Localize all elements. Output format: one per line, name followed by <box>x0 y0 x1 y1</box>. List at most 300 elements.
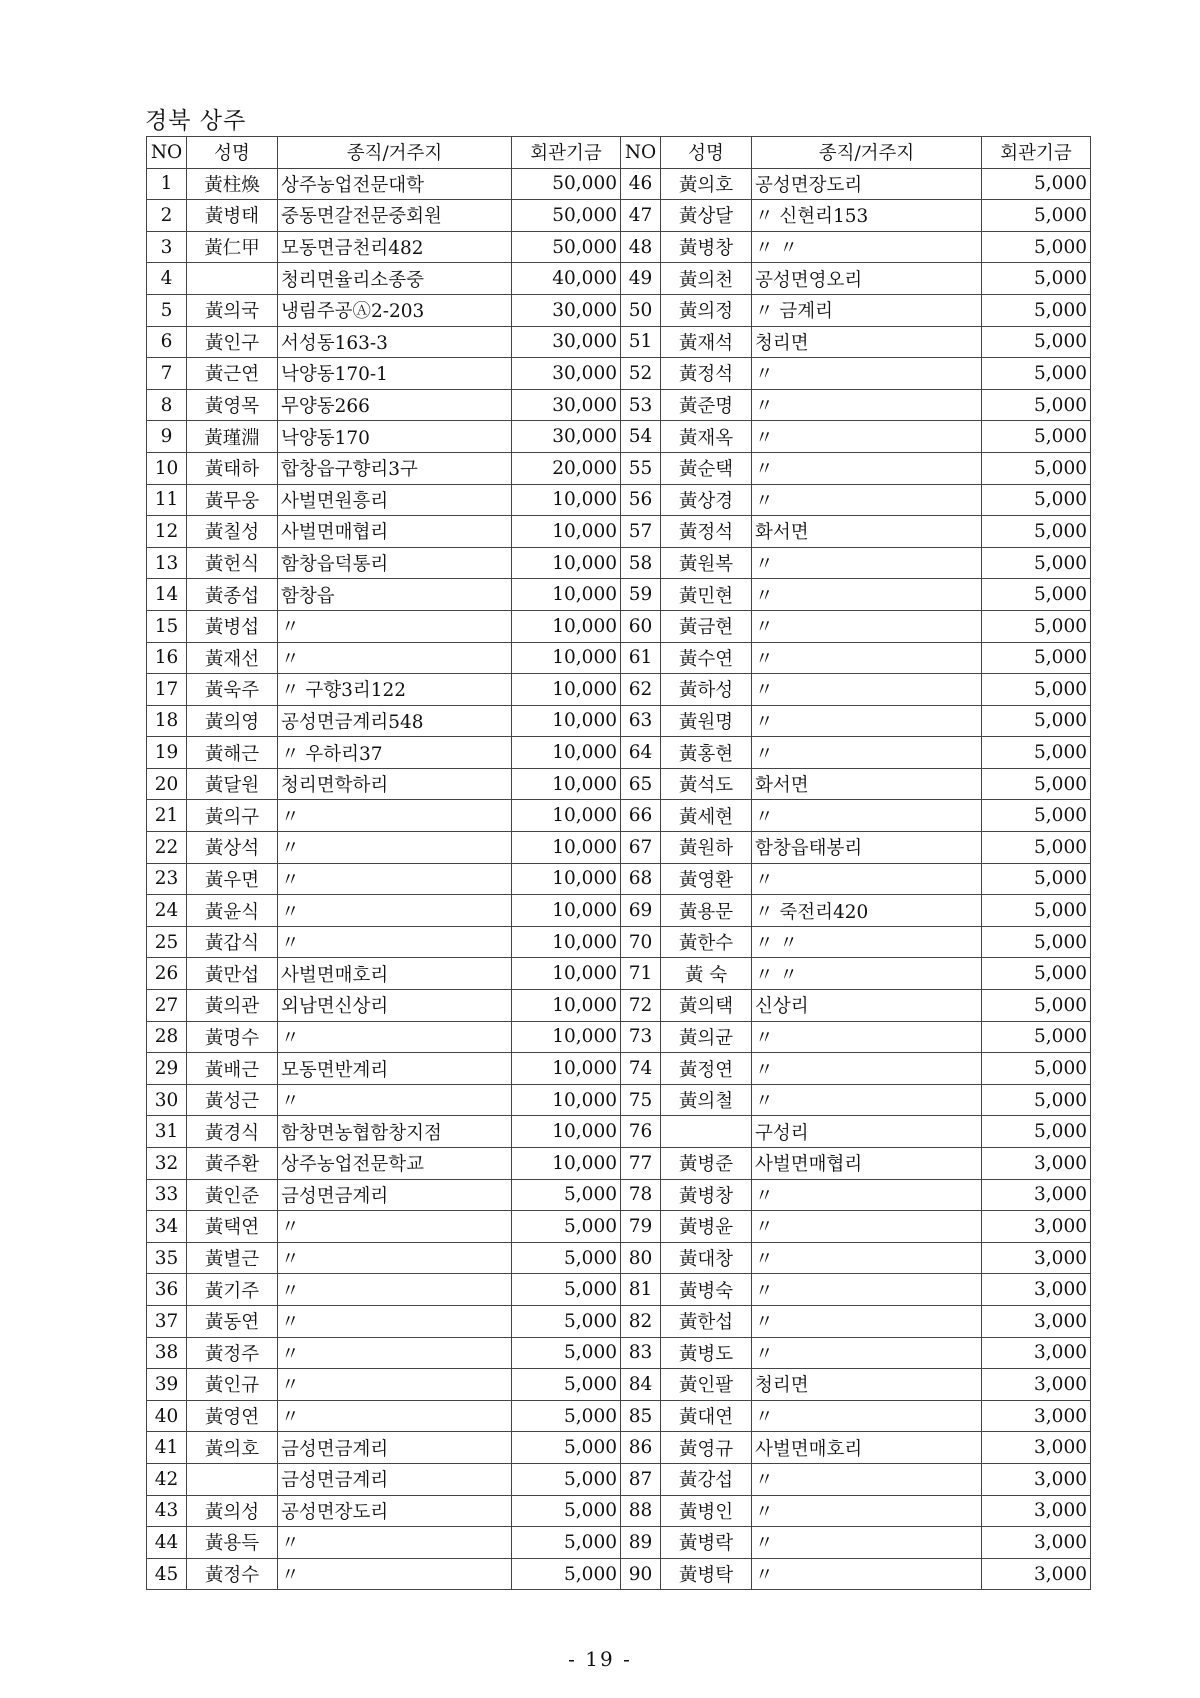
donation-amount: 5,000 <box>982 326 1091 358</box>
entry-number: 4 <box>147 263 187 295</box>
donor-address: 〃 <box>752 1179 982 1211</box>
donation-amount: 10,000 <box>512 1084 621 1116</box>
donation-amount: 3,000 <box>982 1527 1091 1559</box>
entry-number: 76 <box>621 1116 661 1148</box>
donor-address: 〃 <box>752 579 982 611</box>
donation-amount: 50,000 <box>512 231 621 263</box>
entry-number: 28 <box>147 1021 187 1053</box>
donor-address: 〃 <box>752 737 982 769</box>
donation-amount: 3,000 <box>982 1242 1091 1274</box>
donor-address: 〃 <box>278 1084 512 1116</box>
table-row <box>147 1274 1091 1306</box>
donor-name: 黃병락 <box>661 1527 752 1559</box>
donor-name: 黃원명 <box>661 705 752 737</box>
donation-amount: 20,000 <box>512 452 621 484</box>
donation-amount: 50,000 <box>512 168 621 200</box>
donor-name: 黃仁甲 <box>187 231 278 263</box>
donor-name: 黃상경 <box>661 484 752 516</box>
donor-name: 黃정석 <box>661 516 752 548</box>
entry-number: 48 <box>621 231 661 263</box>
donor-address: 〃 <box>752 1242 982 1274</box>
donor-address: 〃 <box>278 1558 512 1590</box>
page-number: - 19 - <box>568 1647 632 1671</box>
donor-name: 黃재옥 <box>661 421 752 453</box>
entry-number: 69 <box>621 895 661 927</box>
donor-name: 黃석도 <box>661 768 752 800</box>
header-address: 종직/거주지 <box>752 137 982 169</box>
donor-name: 黃재선 <box>187 642 278 674</box>
entry-number: 53 <box>621 389 661 421</box>
donor-name: 黃영연 <box>187 1400 278 1432</box>
donor-address: 금성면금계리 <box>278 1179 512 1211</box>
donation-amount: 5,000 <box>982 990 1091 1022</box>
donation-amount: 10,000 <box>512 832 621 864</box>
entry-number: 80 <box>621 1242 661 1274</box>
entry-number: 17 <box>147 674 187 706</box>
table-row <box>147 863 1091 895</box>
page-title: 경북 상주 <box>145 108 247 134</box>
entry-number: 27 <box>147 990 187 1022</box>
donor-address: 〃 〃 <box>752 958 982 990</box>
header-name: 성명 <box>661 137 752 169</box>
donation-amount: 5,000 <box>512 1527 621 1559</box>
donor-name: 黃욱주 <box>187 674 278 706</box>
donation-amount: 5,000 <box>512 1432 621 1464</box>
table-row <box>147 452 1091 484</box>
donor-name: 黃순택 <box>661 452 752 484</box>
donor-name: 黃홍현 <box>661 737 752 769</box>
donor-name: 黃의관 <box>187 990 278 1022</box>
donor-address: 〃 〃 <box>752 231 982 263</box>
entry-number: 72 <box>621 990 661 1022</box>
donation-amount: 30,000 <box>512 326 621 358</box>
donation-amount: 30,000 <box>512 389 621 421</box>
table-row <box>147 990 1091 1022</box>
donation-amount: 10,000 <box>512 1148 621 1180</box>
donation-amount: 5,000 <box>982 642 1091 674</box>
donation-amount: 3,000 <box>982 1463 1091 1495</box>
donor-name: 黃병탁 <box>661 1558 752 1590</box>
entry-number: 47 <box>621 200 661 232</box>
donor-address: 〃 <box>278 1369 512 1401</box>
table-row <box>147 294 1091 326</box>
header-address: 종직/거주지 <box>278 137 512 169</box>
donor-name: 黃하성 <box>661 674 752 706</box>
entry-number: 23 <box>147 863 187 895</box>
donation-amount: 5,000 <box>982 358 1091 390</box>
donor-name: 黃의호 <box>661 168 752 200</box>
entry-number: 82 <box>621 1305 661 1337</box>
entry-number: 74 <box>621 1053 661 1085</box>
entry-number: 2 <box>147 200 187 232</box>
donor-address: 〃 <box>752 705 982 737</box>
entry-number: 9 <box>147 421 187 453</box>
entry-number: 86 <box>621 1432 661 1464</box>
donor-address: 상주농업전문대학 <box>278 168 512 200</box>
table-row <box>147 642 1091 674</box>
donation-amount: 5,000 <box>512 1274 621 1306</box>
entry-number: 50 <box>621 294 661 326</box>
donation-amount: 5,000 <box>982 294 1091 326</box>
entry-number: 56 <box>621 484 661 516</box>
donor-address: 〃 <box>752 1274 982 1306</box>
table-row <box>147 610 1091 642</box>
entry-number: 46 <box>621 168 661 200</box>
table-row <box>147 958 1091 990</box>
donation-amount: 5,000 <box>982 674 1091 706</box>
donor-address: 〃 <box>278 1242 512 1274</box>
donor-name: 黃만섭 <box>187 958 278 990</box>
donation-amount: 5,000 <box>982 737 1091 769</box>
table-row <box>147 1527 1091 1559</box>
entry-number: 10 <box>147 452 187 484</box>
donor-name: 黃경식 <box>187 1116 278 1148</box>
donor-name: 黃정주 <box>187 1337 278 1369</box>
donor-address: 공성면영오리 <box>752 263 982 295</box>
donation-amount: 5,000 <box>982 421 1091 453</box>
donor-address: 청리면 <box>752 326 982 358</box>
entry-number: 87 <box>621 1463 661 1495</box>
donor-name: 黃상석 <box>187 832 278 864</box>
entry-number: 83 <box>621 1337 661 1369</box>
table-row <box>147 484 1091 516</box>
donor-name: 黃해근 <box>187 737 278 769</box>
entry-number: 49 <box>621 263 661 295</box>
entry-number: 33 <box>147 1179 187 1211</box>
donation-amount: 3,000 <box>982 1400 1091 1432</box>
donation-amount: 3,000 <box>982 1211 1091 1243</box>
entry-number: 24 <box>147 895 187 927</box>
donor-name <box>187 263 278 295</box>
entry-number: 62 <box>621 674 661 706</box>
donor-address: 〃 <box>752 1084 982 1116</box>
table-row <box>147 326 1091 358</box>
donation-amount: 5,000 <box>982 705 1091 737</box>
donor-name: 黃용득 <box>187 1527 278 1559</box>
donor-name: 黃상달 <box>661 200 752 232</box>
donor-name: 黃주환 <box>187 1148 278 1180</box>
table-row <box>147 1369 1091 1401</box>
donor-address: 사벌면매호리 <box>278 958 512 990</box>
entry-number: 90 <box>621 1558 661 1590</box>
donor-name: 黃갑식 <box>187 926 278 958</box>
entry-number: 12 <box>147 516 187 548</box>
donation-amount: 10,000 <box>512 674 621 706</box>
table-row <box>147 1242 1091 1274</box>
donation-amount: 50,000 <box>512 200 621 232</box>
donation-amount: 5,000 <box>512 1495 621 1527</box>
donation-amount: 5,000 <box>512 1369 621 1401</box>
donation-amount: 5,000 <box>982 768 1091 800</box>
entry-number: 58 <box>621 547 661 579</box>
entry-number: 55 <box>621 452 661 484</box>
donor-name: 黃병창 <box>661 231 752 263</box>
entry-number: 65 <box>621 768 661 800</box>
donor-address: 〃 금계리 <box>752 294 982 326</box>
table-row <box>147 832 1091 864</box>
donor-name <box>187 1463 278 1495</box>
donation-amount: 5,000 <box>982 484 1091 516</box>
donation-amount: 3,000 <box>982 1369 1091 1401</box>
donor-address: 〃 <box>278 895 512 927</box>
entry-number: 54 <box>621 421 661 453</box>
donor-address: 사벌면매협리 <box>752 1148 982 1180</box>
donor-address: 합창읍구향리3구 <box>278 452 512 484</box>
donor-address: 함창면농협함창지점 <box>278 1116 512 1148</box>
donor-name: 黃칠성 <box>187 516 278 548</box>
donor-name: 黃병창 <box>661 1179 752 1211</box>
donor-name: 黃윤식 <box>187 895 278 927</box>
donor-address: 〃 <box>278 642 512 674</box>
donor-name: 黃병도 <box>661 1337 752 1369</box>
entry-number: 64 <box>621 737 661 769</box>
entry-number: 44 <box>147 1527 187 1559</box>
table-row <box>147 516 1091 548</box>
entry-number: 31 <box>147 1116 187 1148</box>
donor-name: 黃세현 <box>661 800 752 832</box>
entry-number: 43 <box>147 1495 187 1527</box>
donation-amount: 3,000 <box>982 1148 1091 1180</box>
entry-number: 8 <box>147 389 187 421</box>
donor-address: 〃 <box>752 610 982 642</box>
entry-number: 75 <box>621 1084 661 1116</box>
donor-name: 黃인팔 <box>661 1369 752 1401</box>
donor-address: 〃 <box>278 926 512 958</box>
entry-number: 19 <box>147 737 187 769</box>
donor-address: 구성리 <box>752 1116 982 1148</box>
donation-amount: 5,000 <box>982 958 1091 990</box>
table-row <box>147 1463 1091 1495</box>
entry-number: 81 <box>621 1274 661 1306</box>
entry-number: 89 <box>621 1527 661 1559</box>
donor-name: 黃의영 <box>187 705 278 737</box>
entry-number: 57 <box>621 516 661 548</box>
donor-name: 黃병준 <box>661 1148 752 1180</box>
table-row <box>147 389 1091 421</box>
entry-number: 52 <box>621 358 661 390</box>
donation-amount: 5,000 <box>982 263 1091 295</box>
donation-amount: 10,000 <box>512 1021 621 1053</box>
donation-amount: 5,000 <box>982 832 1091 864</box>
donation-amount: 10,000 <box>512 800 621 832</box>
entry-number: 3 <box>147 231 187 263</box>
donor-address: 〃 <box>752 484 982 516</box>
table-row <box>147 231 1091 263</box>
donor-name: 黃명수 <box>187 1021 278 1053</box>
donor-address: 〃 <box>752 358 982 390</box>
donation-amount: 5,000 <box>512 1211 621 1243</box>
header-fund: 회관기금 <box>512 137 621 169</box>
donation-amount: 3,000 <box>982 1558 1091 1590</box>
donor-name: 黃배근 <box>187 1053 278 1085</box>
donor-name: 黃민현 <box>661 579 752 611</box>
donation-amount: 30,000 <box>512 421 621 453</box>
donor-name: 黃 숙 <box>661 958 752 990</box>
donor-name: 黃강섭 <box>661 1463 752 1495</box>
table-row <box>147 705 1091 737</box>
entry-number: 39 <box>147 1369 187 1401</box>
entry-number: 25 <box>147 926 187 958</box>
donor-name: 黃근연 <box>187 358 278 390</box>
table-row <box>147 421 1091 453</box>
donor-address: 함창읍태봉리 <box>752 832 982 864</box>
table-row <box>147 1116 1091 1148</box>
donor-address: 〃 <box>752 1305 982 1337</box>
donor-name: 黃수연 <box>661 642 752 674</box>
donation-amount: 5,000 <box>982 1053 1091 1085</box>
donor-address: 〃 <box>752 674 982 706</box>
donor-name: 黃한수 <box>661 926 752 958</box>
donor-address: 신상리 <box>752 990 982 1022</box>
donation-amount: 3,000 <box>982 1274 1091 1306</box>
table-row <box>147 200 1091 232</box>
entry-number: 45 <box>147 1558 187 1590</box>
table-row <box>147 895 1091 927</box>
table-row <box>147 674 1091 706</box>
donor-name: 黃대창 <box>661 1242 752 1274</box>
entry-number: 37 <box>147 1305 187 1337</box>
donor-address: 화서면 <box>752 768 982 800</box>
donor-name: 黃의철 <box>661 1084 752 1116</box>
donor-address: 〃 <box>278 863 512 895</box>
donation-amount: 5,000 <box>512 1558 621 1590</box>
donor-name: 黃인규 <box>187 1369 278 1401</box>
table-row <box>147 263 1091 295</box>
entry-number: 63 <box>621 705 661 737</box>
donation-amount: 5,000 <box>982 579 1091 611</box>
table-row <box>147 800 1091 832</box>
donation-amount: 5,000 <box>512 1400 621 1432</box>
donor-address: 서성동163-3 <box>278 326 512 358</box>
donor-address: 〃 <box>278 1211 512 1243</box>
donor-name: 黃병인 <box>661 1495 752 1527</box>
entry-number: 66 <box>621 800 661 832</box>
donor-address: 냉림주공Ⓐ2-203 <box>278 294 512 326</box>
entry-number: 30 <box>147 1084 187 1116</box>
entry-number: 22 <box>147 832 187 864</box>
donor-address: 무양동266 <box>278 389 512 421</box>
donor-address: 〃 <box>752 1211 982 1243</box>
donor-name: 黃성근 <box>187 1084 278 1116</box>
table-row <box>147 579 1091 611</box>
donor-address: 〃 <box>752 452 982 484</box>
table-row <box>147 358 1091 390</box>
donor-address: 청리면율리소종중 <box>278 263 512 295</box>
donor-name: 黃우면 <box>187 863 278 895</box>
donation-amount: 5,000 <box>982 452 1091 484</box>
entry-number: 71 <box>621 958 661 990</box>
donor-name: 黃무웅 <box>187 484 278 516</box>
donor-name: 黃의구 <box>187 800 278 832</box>
donor-name: 黃柱煥 <box>187 168 278 200</box>
entry-number: 34 <box>147 1211 187 1243</box>
donor-name: 黃원하 <box>661 832 752 864</box>
donor-address: 공성면장도리 <box>278 1495 512 1527</box>
donor-address: 〃 <box>278 1274 512 1306</box>
donor-address: 사벌면원흥리 <box>278 484 512 516</box>
donor-address: 〃 <box>278 1527 512 1559</box>
entry-number: 70 <box>621 926 661 958</box>
donation-amount: 5,000 <box>982 547 1091 579</box>
donor-address: 〃 <box>752 547 982 579</box>
entry-number: 51 <box>621 326 661 358</box>
entry-number: 78 <box>621 1179 661 1211</box>
donor-address: 중동면갈전문중회원 <box>278 200 512 232</box>
donation-amount: 10,000 <box>512 1116 621 1148</box>
donor-address: 〃 구향3리122 <box>278 674 512 706</box>
entry-number: 21 <box>147 800 187 832</box>
donor-name: 黃병윤 <box>661 1211 752 1243</box>
donation-amount: 3,000 <box>982 1432 1091 1464</box>
donor-name: 黃의택 <box>661 990 752 1022</box>
donor-address: 〃 <box>278 1337 512 1369</box>
donation-amount: 10,000 <box>512 926 621 958</box>
donor-name: 黃瑾淵 <box>187 421 278 453</box>
donation-amount: 10,000 <box>512 547 621 579</box>
table-row <box>147 1053 1091 1085</box>
donation-amount: 3,000 <box>982 1495 1091 1527</box>
table-row <box>147 737 1091 769</box>
header-fund: 회관기금 <box>982 137 1091 169</box>
donation-amount: 5,000 <box>982 800 1091 832</box>
table-row <box>147 1211 1091 1243</box>
donor-address: 〃 <box>752 1337 982 1369</box>
donation-amount: 5,000 <box>982 389 1091 421</box>
entry-number: 85 <box>621 1400 661 1432</box>
entry-number: 16 <box>147 642 187 674</box>
donor-address: 낙양동170 <box>278 421 512 453</box>
donation-amount: 10,000 <box>512 484 621 516</box>
donor-name: 黃정석 <box>661 358 752 390</box>
donor-name: 黃동연 <box>187 1305 278 1337</box>
table-body <box>147 168 1091 1590</box>
entry-number: 77 <box>621 1148 661 1180</box>
donor-name: 黃병숙 <box>661 1274 752 1306</box>
entry-number: 38 <box>147 1337 187 1369</box>
donation-amount: 5,000 <box>512 1305 621 1337</box>
entry-number: 26 <box>147 958 187 990</box>
table-row <box>147 1179 1091 1211</box>
donor-name: 黃종섭 <box>187 579 278 611</box>
entry-number: 68 <box>621 863 661 895</box>
table-row <box>147 1148 1091 1180</box>
table-row <box>147 926 1091 958</box>
entry-number: 40 <box>147 1400 187 1432</box>
donor-name: 黃원복 <box>661 547 752 579</box>
entry-number: 18 <box>147 705 187 737</box>
donor-name: 黃인준 <box>187 1179 278 1211</box>
donation-amount: 10,000 <box>512 768 621 800</box>
donor-address: 금성면금계리 <box>278 1463 512 1495</box>
donation-amount: 5,000 <box>982 1116 1091 1148</box>
donor-name: 黃인구 <box>187 326 278 358</box>
donation-amount: 3,000 <box>982 1337 1091 1369</box>
donor-name: 黃준명 <box>661 389 752 421</box>
donation-amount: 5,000 <box>512 1179 621 1211</box>
donation-amount: 10,000 <box>512 642 621 674</box>
table-header-row <box>147 137 1091 169</box>
donor-address: 청리면학하리 <box>278 768 512 800</box>
donor-name: 黃영환 <box>661 863 752 895</box>
donor-address: 〃 <box>752 1053 982 1085</box>
donor-address: 〃 <box>278 1305 512 1337</box>
donor-address: 공성면장도리 <box>752 168 982 200</box>
donation-amount: 30,000 <box>512 294 621 326</box>
entry-number: 42 <box>147 1463 187 1495</box>
donor-name: 黃재석 <box>661 326 752 358</box>
donation-amount: 5,000 <box>982 200 1091 232</box>
donation-amount: 3,000 <box>982 1179 1091 1211</box>
